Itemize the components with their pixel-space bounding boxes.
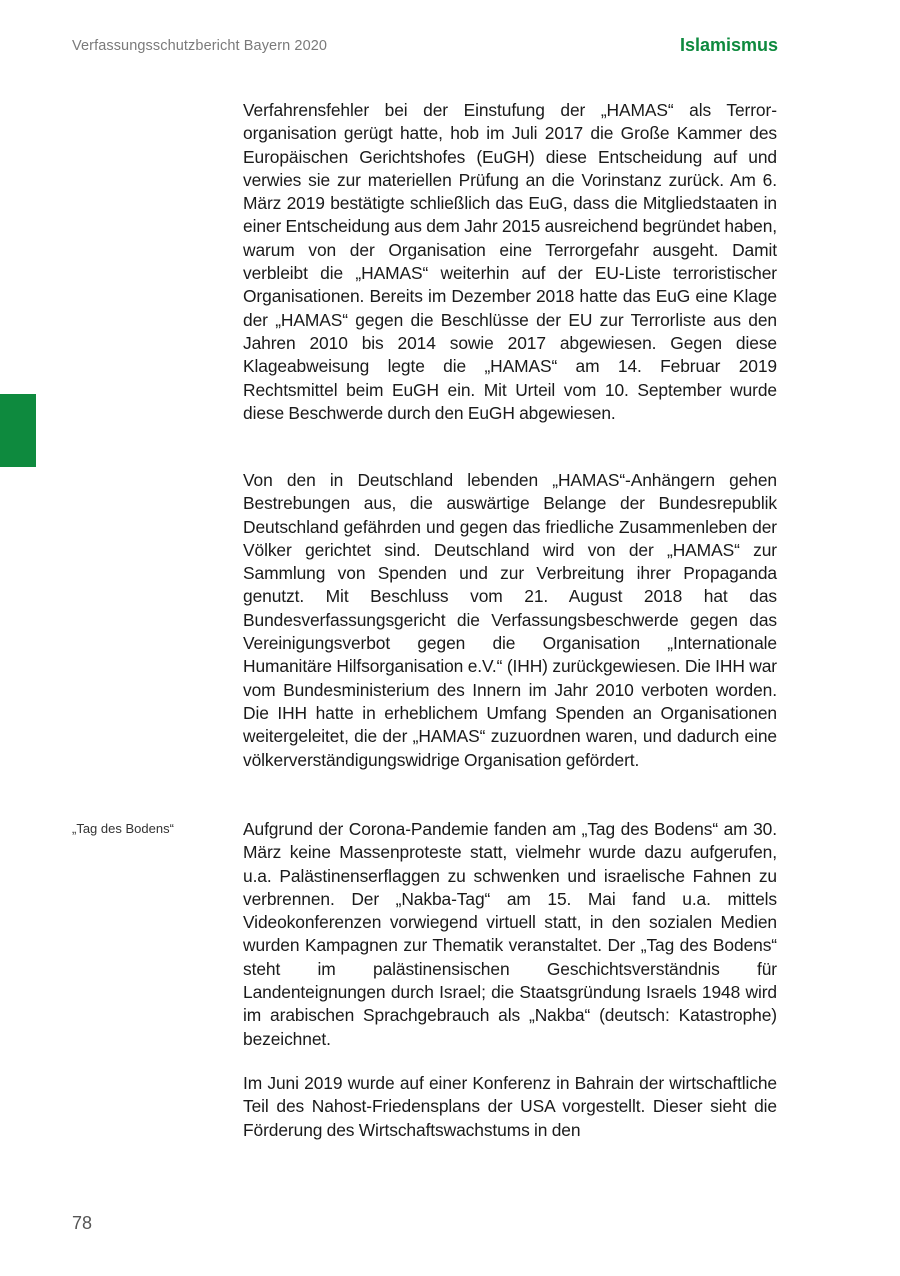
paragraph-eu-terror-list [243, 99, 777, 425]
paragraph-text: Aufgrund der Corona-Pandemie fanden am „Tag des Bodens“ am 30. März keine Massenproteste statt, vielmehr wurde dazu aufgerufen, u.a. Palästinenserflaggen zu schwenken und israelische Fahnen zu verbrennen. Der „Nakba-Tag“ am 15. Mai fand u.a. mittels Videokonferenzen vorwiegend virtuell statt, in den sozialen Medien wurden Kampagnen zur Thematik veranstaltet. Der „Tag des Bodens“ steht im palästinensischen Geschichtsverständnis für Landenteignungen durch Israel; die Staatsgründung Israels 1948 wird im arabischen Sprachgebrauch als „Nakba“ (deutsch: Katastrophe) bezeichnet. [243, 819, 777, 1049]
page-number: 78 [72, 1213, 93, 1233]
paragraph-text: Verfahrensfehler bei der Einstufung der „HAMAS“ als Terrororganisation gerügt hatte, hob im Juli 2017 die Große Kammer des Europäischen Gerichtshofes (EuGH) diese Entscheidung auf und verwies sie zur materiellen Prüfung an die Vorinstanz zurück. Am 6. März 2019 bestätigte schließlich das EuG, dass die Mitgliedstaaten in einer Entscheidung aus dem Jahr 2015 ausreichend begründet haben, warum von der Organisation eine Terrorgefahr ausgeht. Damit verbleibt die „HAMAS“ weiterhin auf der EU-Liste terroristischer Organisationen. Bereits im Dezember 2018 hatte das EuG eine Klage der „HAMAS“ gegen die Beschlüsse der EU zur Terrorliste aus den Jahren 2010 bis 2014 sowie 2017 abgewiesen. Gegen diese Klageabweisung legte die „HAMAS“ am 14. Februar 2019 Rechtsmittel beim EuGH ein. Mit Urteil vom 10. September wurde diese Beschwerde durch den EuGH abgewiesen. [243, 100, 777, 423]
paragraph-bahrain-conference [243, 1072, 777, 1142]
paragraph-tag-des-bodens [243, 818, 777, 1051]
running-header-publication: Verfassungsschutzbericht Bayern 2020 [72, 38, 328, 54]
paragraph-text: Von den in Deutschland lebenden „HAMAS“-Anhängern gehen Bestrebungen aus, die auswärtige Belange der Bundesrepublik Deutschland gefährden und gegen das friedliche Zusammenleben der Völker gerichtet sind. Deutschland wird von der „HAMAS“ zur Sammlung von Spenden und zur Verbreitung ihrer Propaganda genutzt. Mit Beschluss vom 21. August 2018 hat das Bundesverfassungsgericht die Verfassungsbeschwerde gegen das Vereinigungsverbot gegen die Organisation „Internationale Humanitäre Hilfsorganisation e.V.“ (IHH) zurückgewiesen. Die IHH war vom Bundesministerium des Innern im Jahr 2010 verboten worden. Die IHH hatte in erheblichem Umfang Spenden an Organisationen weitergeleitet, die der „HAMAS“ zuzuordnen waren, und dadurch eine völkerverständigungswidrige Organisation gefördert. [243, 470, 777, 770]
paragraph-text: Im Juni 2019 wurde auf einer Konferenz in Bahrain der wirtschaftliche Teil des Nahost-Friedensplans der USA vorgestellt. Dieser sieht die Förderung des Wirtschaftswachstums in den [243, 1073, 777, 1140]
running-header-section: Islamismus [679, 35, 778, 55]
paragraph-hamas-germany [243, 469, 777, 772]
section-marker-tab [0, 394, 36, 467]
margin-note-tag-des-bodens: „Tag des Bodens“ [72, 821, 174, 836]
